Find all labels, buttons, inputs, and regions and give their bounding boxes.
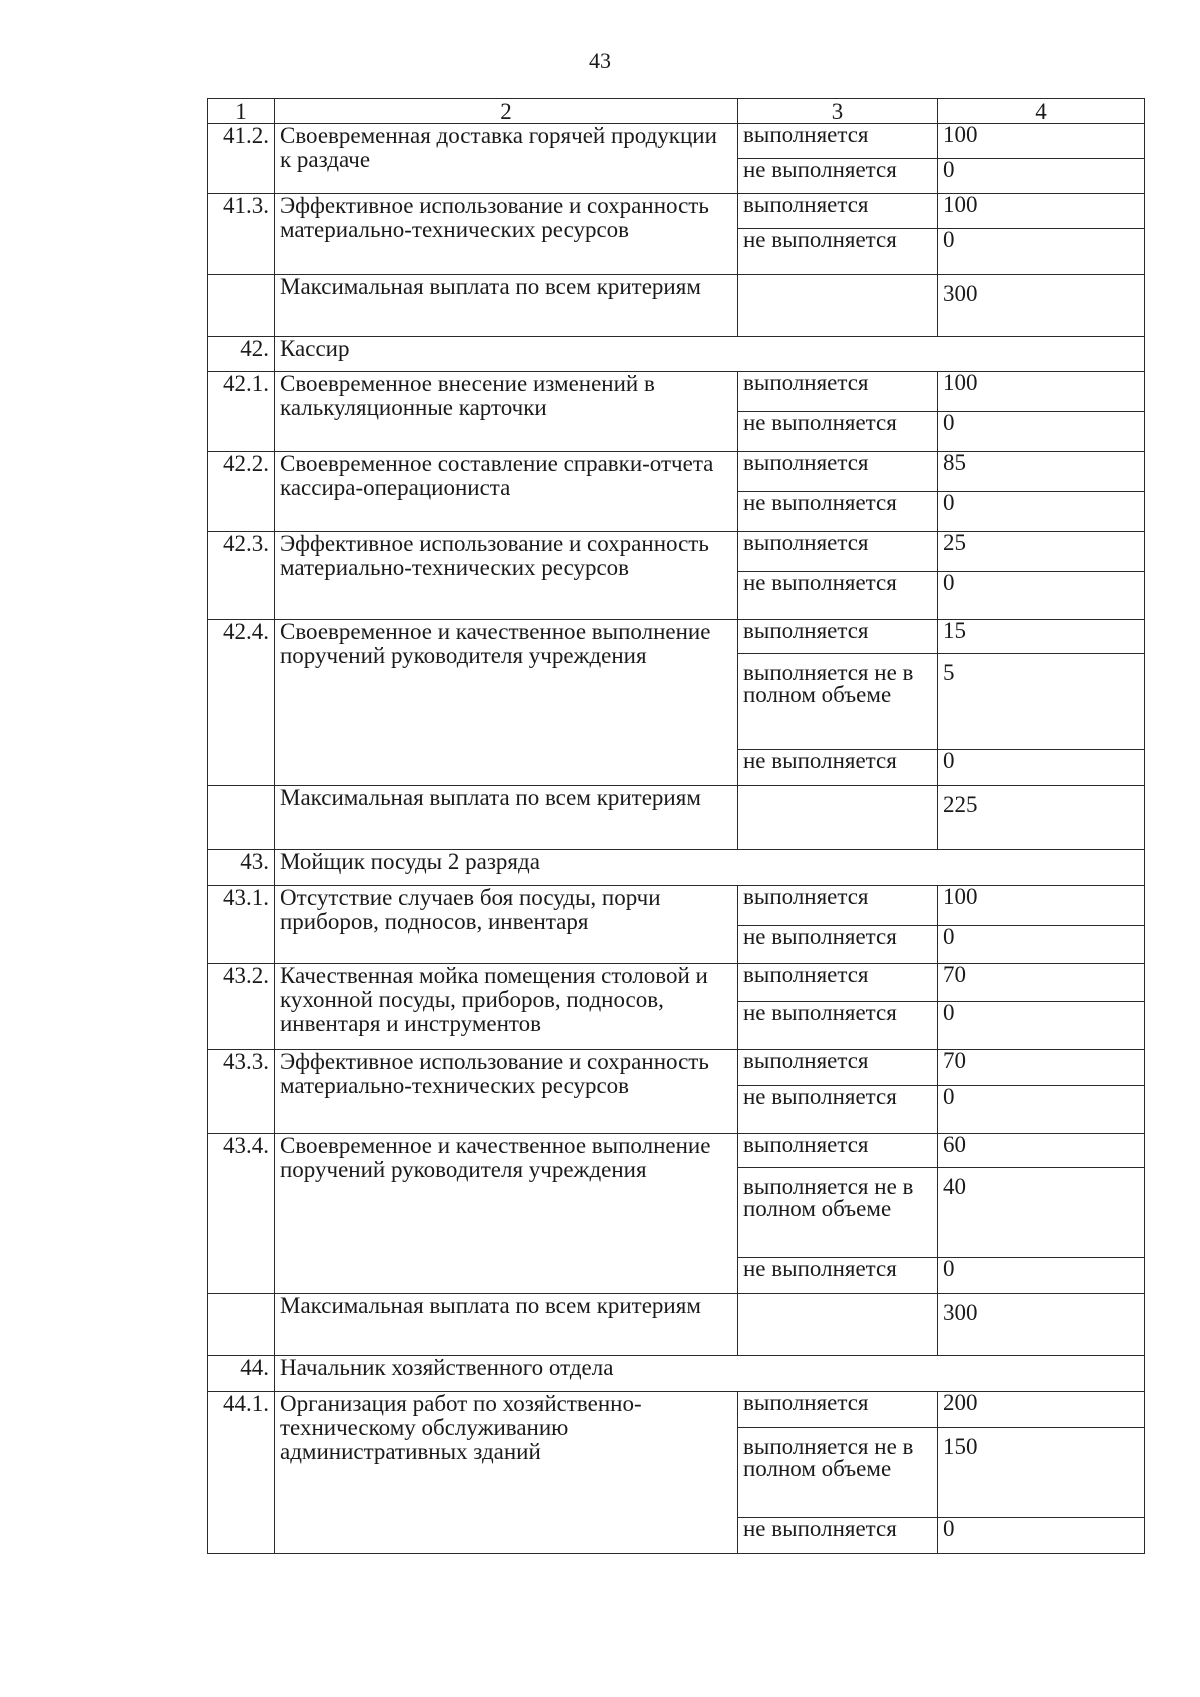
section-header-row (208, 337, 1145, 372)
item-number: 41.2. (208, 124, 275, 194)
column-header-1: 1 (208, 99, 275, 124)
status-cell: не выполняется (738, 1002, 938, 1050)
status-cell: не выполняется (738, 572, 938, 620)
value-cell: 0 (938, 750, 1145, 786)
value-cell: 100 (938, 194, 1145, 229)
item-number: 42.1. (208, 372, 275, 452)
status-cell: не выполняется (738, 926, 938, 964)
status-cell: не выполняется (738, 750, 938, 786)
table-row (208, 452, 1145, 492)
status-cell: выполняется (738, 1050, 938, 1086)
section-number: 44. (208, 1356, 275, 1392)
max-payment-value: 225 (938, 786, 1145, 850)
column-header-2: 2 (275, 99, 738, 124)
section-number: 43. (208, 850, 275, 886)
criterion-description: Своевременная доставка горячей продукции к раздаче (275, 124, 738, 194)
value-cell: 85 (938, 452, 1145, 492)
status-cell: выполняется (738, 886, 938, 926)
table-row (208, 1050, 1145, 1086)
value-cell: 5 (938, 654, 1145, 750)
value-cell: 100 (938, 372, 1145, 412)
criterion-description: Своевременное составление справки-отчета кассира-операциониста (275, 452, 738, 532)
criterion-description: Своевременное внесение изменений в калькуляционные карточки (275, 372, 738, 452)
table-row (208, 194, 1145, 229)
status-cell: не выполняется (738, 1258, 938, 1294)
status-cell: не выполняется (738, 412, 938, 452)
status-cell: выполняется (738, 452, 938, 492)
column-header-row (208, 99, 1145, 124)
value-cell: 40 (938, 1168, 1145, 1258)
max-payment-label: Максимальная выплата по всем критериям (275, 1294, 738, 1356)
table-row (208, 620, 1145, 654)
value-cell: 25 (938, 532, 1145, 572)
table-row (208, 532, 1145, 572)
criterion-description: Эффективное использование и сохранность материально-технических ресурсов (275, 532, 738, 620)
criterion-description: Организация работ по хозяйственно-техническому обслуживанию административных зданий (275, 1392, 738, 1554)
item-number: 43.2. (208, 964, 275, 1050)
status-cell: выполняется (738, 1134, 938, 1168)
item-number: 42.4. (208, 620, 275, 786)
criterion-description: Эффективное использование и сохранность материально-технических ресурсов (275, 194, 738, 275)
value-cell: 0 (938, 229, 1145, 275)
section-header-row (208, 1356, 1145, 1392)
status-cell: не выполняется (738, 1518, 938, 1554)
item-number: 42.2. (208, 452, 275, 532)
status-cell: не выполняется (738, 159, 938, 194)
max-payment-row (208, 275, 1145, 337)
value-cell: 0 (938, 492, 1145, 532)
value-cell: 100 (938, 124, 1145, 159)
item-number: 41.3. (208, 194, 275, 275)
criterion-description: Отсутствие случаев боя посуды, порчи приборов, подносов, инвентаря (275, 886, 738, 964)
value-cell: 0 (938, 1518, 1145, 1554)
table-row (208, 124, 1145, 159)
table-row (208, 964, 1145, 1002)
criterion-description: Качественная мойка помещения столовой и кухонной посуды, приборов, подносов, инвентаря и инструментов (275, 964, 738, 1050)
status-cell: выполняется (738, 372, 938, 412)
max-payment-row (208, 786, 1145, 850)
table-row (208, 1134, 1145, 1168)
status-cell: выполняется не в полном объеме (738, 1168, 938, 1258)
value-cell: 200 (938, 1392, 1145, 1428)
value-cell: 60 (938, 1134, 1145, 1168)
page-number: 43 (589, 48, 611, 73)
item-number: 43.4. (208, 1134, 275, 1294)
max-payment-value: 300 (938, 1294, 1145, 1356)
value-cell: 70 (938, 964, 1145, 1002)
criterion-description: Эффективное использование и сохранность материально-технических ресурсов (275, 1050, 738, 1134)
criteria-table (207, 98, 1145, 1554)
table-row (208, 1392, 1145, 1428)
section-title: Кассир (275, 337, 1145, 372)
status-cell: выполняется (738, 194, 938, 229)
status-cell: выполняется (738, 1392, 938, 1428)
section-title: Мойщик посуды 2 разряда (275, 850, 1145, 886)
max-payment-label: Максимальная выплата по всем критериям (275, 786, 738, 850)
value-cell: 0 (938, 412, 1145, 452)
value-cell: 0 (938, 572, 1145, 620)
item-number: 42.3. (208, 532, 275, 620)
value-cell: 15 (938, 620, 1145, 654)
value-cell: 70 (938, 1050, 1145, 1086)
max-payment-value: 300 (938, 275, 1145, 337)
item-number: 43.3. (208, 1050, 275, 1134)
status-cell: выполняется (738, 124, 938, 159)
item-number: 43.1. (208, 886, 275, 964)
table-row (208, 372, 1145, 412)
max-payment-row (208, 1294, 1145, 1356)
value-cell: 0 (938, 1258, 1145, 1294)
status-cell: не выполняется (738, 492, 938, 532)
criterion-description: Своевременное и качественное выполнение поручений руководителя учреждения (275, 1134, 738, 1294)
item-number: 44.1. (208, 1392, 275, 1554)
value-cell: 0 (938, 1002, 1145, 1050)
section-title: Начальник хозяйственного отдела (275, 1356, 1145, 1392)
column-header-3: 3 (738, 99, 938, 124)
value-cell: 150 (938, 1428, 1145, 1518)
section-header-row (208, 850, 1145, 886)
status-cell: выполняется (738, 532, 938, 572)
table-row (208, 886, 1145, 926)
status-cell: выполняется (738, 964, 938, 1002)
status-cell: не выполняется (738, 229, 938, 275)
criterion-description: Своевременное и качественное выполнение поручений руководителя учреждения (275, 620, 738, 786)
value-cell: 0 (938, 1086, 1145, 1134)
column-header-4: 4 (938, 99, 1145, 124)
max-payment-label: Максимальная выплата по всем критериям (275, 275, 738, 337)
value-cell: 0 (938, 926, 1145, 964)
status-cell: выполняется (738, 620, 938, 654)
section-number: 42. (208, 337, 275, 372)
status-cell: выполняется не в полном объеме (738, 654, 938, 750)
status-cell: выполняется не в полном объеме (738, 1428, 938, 1518)
value-cell: 100 (938, 886, 1145, 926)
value-cell: 0 (938, 159, 1145, 194)
status-cell: не выполняется (738, 1086, 938, 1134)
